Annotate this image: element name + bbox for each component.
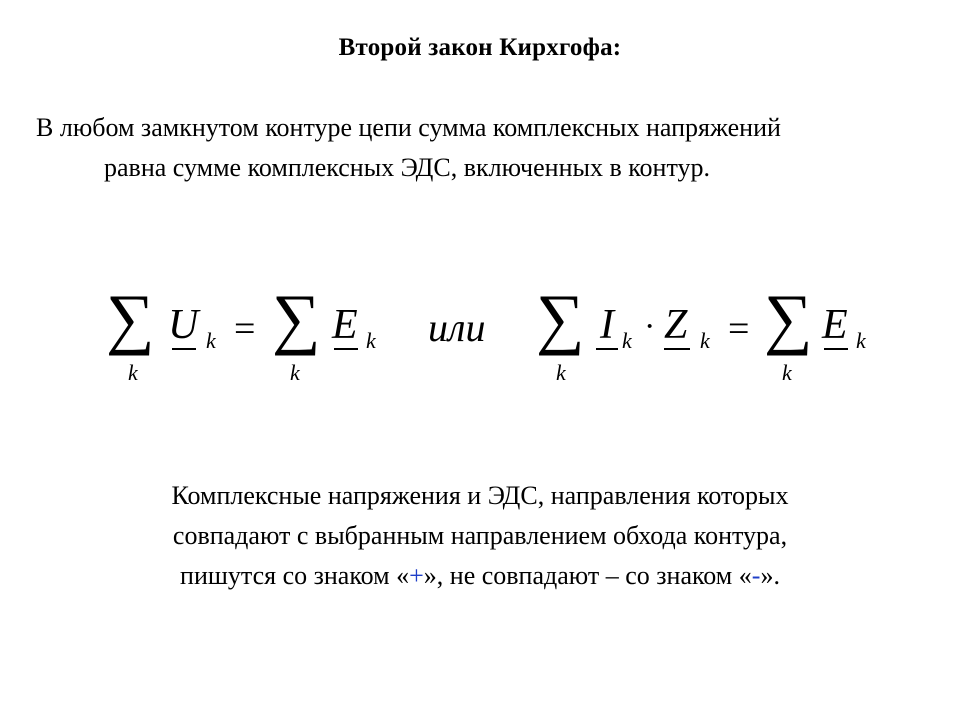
- kirchhoff-formula: [0, 270, 960, 400]
- underline-bar: [172, 348, 196, 350]
- sum-symbol: ∑: [272, 280, 321, 356]
- variable-e: E: [332, 302, 358, 348]
- subscript-k: k: [206, 328, 216, 353]
- sum-symbol: ∑: [106, 280, 155, 356]
- law-statement: [30, 108, 960, 188]
- sum-index: k: [782, 360, 792, 385]
- or-word: или: [428, 305, 486, 350]
- equals-sign: =: [728, 308, 750, 350]
- underline-bar: [334, 348, 358, 350]
- plus-sign: +: [409, 561, 424, 590]
- variable-u: U: [168, 302, 199, 348]
- sum-index: k: [128, 360, 138, 385]
- subscript-k: k: [366, 328, 376, 353]
- note-line-3-middle: », не совпадают – со знаком «: [423, 561, 752, 590]
- variable-z: Z: [664, 302, 688, 348]
- underline-bar: [664, 348, 690, 350]
- variable-e: E: [822, 302, 848, 348]
- note-line-3-end: ».: [760, 561, 780, 590]
- note-line-2: совпадают с выбранным направлением обхода контура,: [172, 521, 788, 550]
- sum-index: k: [556, 360, 566, 385]
- underline-bar: [824, 348, 848, 350]
- minus-sign: -: [751, 561, 761, 590]
- subscript-k: k: [856, 328, 866, 353]
- law-line-1: В любом замкнутом контуре цепи сумма комплексных напряжений: [36, 113, 781, 142]
- subscript-k: k: [700, 328, 710, 353]
- sign-rule-note: [0, 476, 960, 596]
- subscript-k: k: [622, 328, 632, 353]
- note-line-1: Комплексные напряжения и ЭДС, направления которых: [171, 481, 789, 510]
- note-line-3: [0, 556, 960, 596]
- page-title: Второй закон Кирхгофа:: [338, 34, 622, 61]
- multiplication-dot: ·: [644, 308, 656, 345]
- variable-i: I: [600, 302, 614, 348]
- law-line-2: равна сумме комплексных ЭДС, включенных в контур.: [104, 153, 710, 182]
- sum-symbol: ∑: [764, 280, 813, 356]
- sum-symbol: ∑: [536, 280, 585, 356]
- sum-index: k: [290, 360, 300, 385]
- equals-sign: =: [234, 308, 256, 350]
- underline-bar: [596, 348, 618, 350]
- note-line-3-start: пишутся со знаком «: [180, 561, 410, 590]
